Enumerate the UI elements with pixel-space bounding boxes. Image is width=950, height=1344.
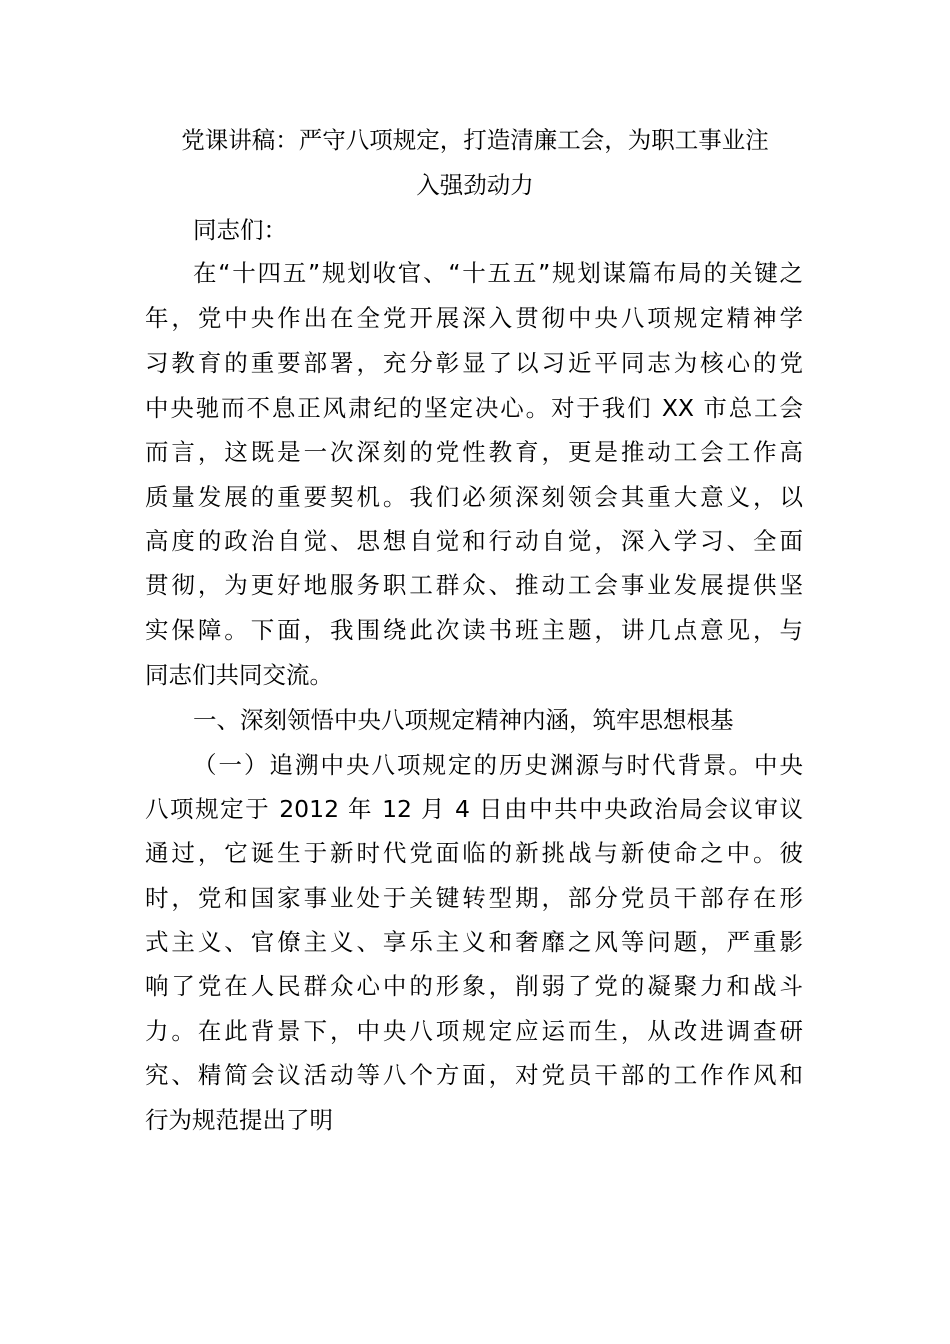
paragraph-line: 贯彻，为更好地服务职工群众、推动工会事业发展提供坚 [145,571,803,599]
paragraph-line: 而言，这既是一次深刻的党性教育，更是推动工会工作高 [145,438,803,466]
paragraph-line: 实保障。下面，我围绕此次读书班主题，讲几点意见，与 [145,616,803,644]
paragraph-line: 式主义、官僚主义、享乐主义和奢靡之风等问题，严重影 [145,928,803,956]
paragraph-line: 高度的政治自觉、思想自觉和行动自觉，深入学习、全面 [145,527,803,555]
paragraph-line: 同志们共同交流。 [145,661,333,689]
paragraph-line: 行为规范提出了明 [145,1106,333,1134]
document-title-line: 党课讲稿：严守八项规定，打造清廉工会，为职工事业注 [181,126,769,154]
paragraph-line: （一）追溯中央八项规定的历史渊源与时代背景。中央 [193,751,803,779]
paragraph-line: 中央驰而不息正风肃纪的坚定决心。对于我们 XX 市总工会 [145,394,803,422]
paragraph-line: 力。在此背景下，中央八项规定应运而生，从改进调查研 [145,1017,803,1045]
paragraph-line: 通过，它诞生于新时代党面临的新挑战与新使命之中。彼 [145,839,803,867]
paragraph-line: 质量发展的重要契机。我们必须深刻领会其重大意义，以 [145,483,803,511]
section-heading: 一、深刻领悟中央八项规定精神内涵，筑牢思想根基 [193,706,734,734]
salutation: 同志们： [193,216,287,244]
paragraph-line: 时，党和国家事业处于关键转型期，部分党员干部存在形 [145,884,803,912]
paragraph-line: 习教育的重要部署，充分彰显了以习近平同志为核心的党 [145,349,803,377]
paragraph-line: 究、精简会议活动等八个方面，对党员干部的工作作风和 [145,1061,803,1089]
paragraph-line: 八项规定于 2012 年 12 月 4 日由中共中央政治局会议审议 [145,795,803,823]
paragraph-line: 响了党在人民群众心中的形象，削弱了党的凝聚力和战斗 [145,972,803,1000]
paragraph-line: 在“十四五”规划收官、“十五五”规划谋篇布局的关键之 [193,259,803,287]
document-title-line: 入强劲动力 [416,171,534,199]
paragraph-line: 年，党中央作出在全党开展深入贯彻中央八项规定精神学 [145,304,803,332]
